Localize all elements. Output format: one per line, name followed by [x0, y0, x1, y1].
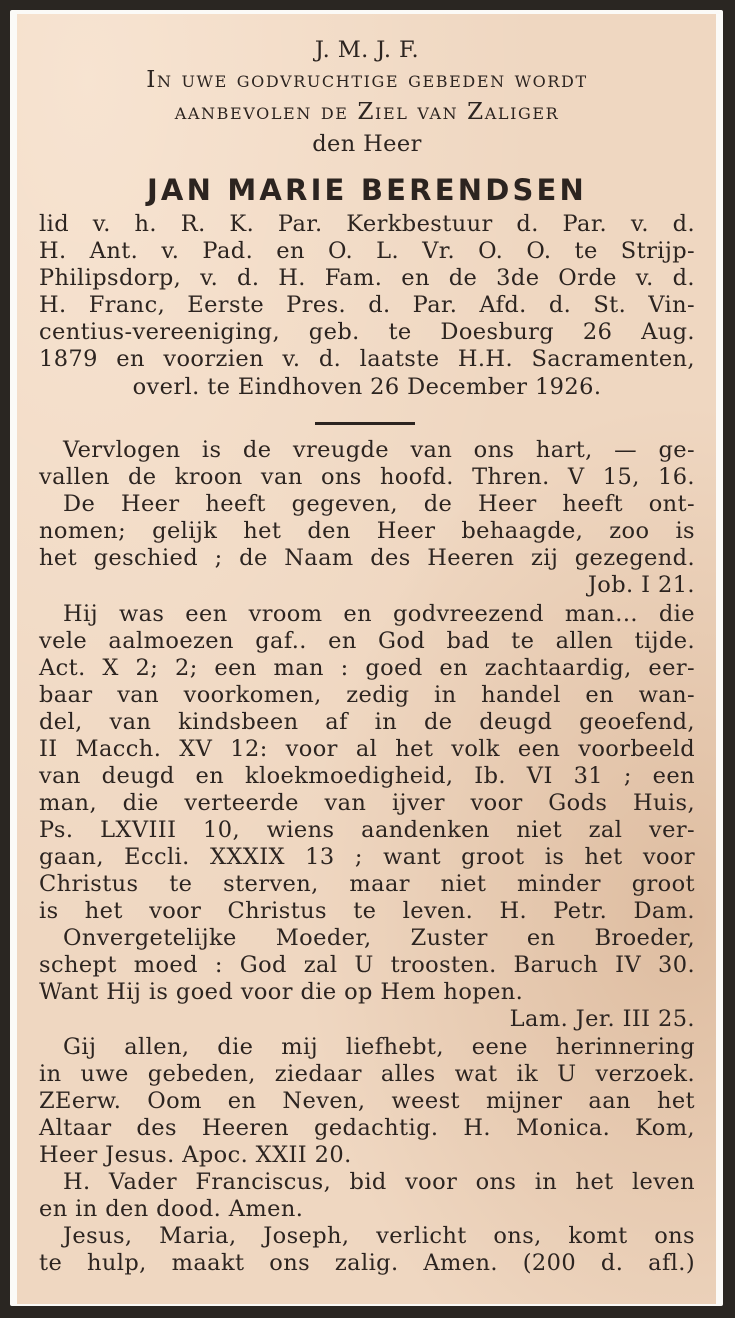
text-line: Gij allen, die mij liefhebt, eene herinnering	[63, 1034, 695, 1060]
bio-line: H. Ant. v. Pad. en O. L. Vr. O. O. te Strijp-	[39, 238, 695, 264]
text-line: Jesus, Maria, Joseph, verlicht ons, komt ons	[63, 1223, 695, 1249]
text-line: vele aalmoezen gaf.. en God bad te allen tijde.	[39, 628, 695, 654]
text-line: Job. I 21.	[587, 572, 695, 598]
text-line: Want Hij is goed voor die op Hem hopen.	[39, 979, 524, 1005]
text-line: H. Vader Franciscus, bid voor ons in het leven	[63, 1169, 695, 1195]
text-line: en in den dood. Amen.	[39, 1196, 304, 1222]
text-line: II Macch. XV 12: voor al het volk een voorbeeld	[39, 736, 695, 762]
text-line: nomen; gelijk het den Heer behaagde, zoo is	[39, 518, 695, 544]
bio-line: 1879 en voorzien v. d. laatste H.H. Sacramenten,	[39, 346, 695, 372]
text-line: is het voor Christus te leven. H. Petr. Dam.	[39, 898, 695, 924]
bio-line: lid v. h. R. K. Par. Kerkbestuur d. Par. v. d.	[39, 211, 695, 237]
text-line: gaan, Eccli. XXXIX 13 ; want groot is het voor	[39, 844, 695, 870]
text-line: Ps. LXVIII 10, wiens aandenken niet zal ver-	[39, 817, 695, 843]
text-line: De Heer heeft gegeven, de Heer heeft ont-	[63, 491, 695, 517]
text-line: Hij was een vroom en godvreezend man... die	[63, 601, 695, 627]
bio-line: H. Franc, Eerste Pres. d. Par. Afd. d. St. Vin-	[39, 292, 695, 318]
bio-line: centius-vereeniging, geb. te Doesburg 26 Aug.	[39, 319, 695, 345]
text-line: ZEerw. Oom en Neven, weest mijner aan het	[39, 1088, 695, 1114]
text-line: man, die verteerde van ijver voor Gods Huis,	[39, 790, 695, 816]
bio-line: overl. te Eindhoven 26 December 1926.	[132, 374, 602, 400]
prayer-card-paper	[17, 14, 716, 1304]
text-line: baar van voorkomen, zedig in handel en wan-	[39, 682, 695, 708]
header-line-3: den Heer	[312, 131, 422, 157]
bio-line: Philipsdorp, v. d. H. Fam. en de 3de Orde v. d.	[39, 265, 695, 291]
text-line: Onvergetelijke Moeder, Zuster en Broeder,	[63, 925, 695, 951]
divider-rule	[315, 422, 415, 425]
header-line-2: aanbevolen de Ziel van Zaliger	[174, 99, 560, 125]
text-line: van deugd en kloekmoedigheid, Ib. VI 31 ; een	[39, 763, 695, 789]
text-line: Act. X 2; 2; een man : goed en zachtaardig, eer-	[39, 655, 695, 681]
text-line: in uwe gebeden, ziedaar alles wat ik U verzoek.	[39, 1061, 695, 1087]
text-line: Lam. Jer. III 25.	[509, 1006, 695, 1032]
deceased-name: JAN MARIE BERENDSEN	[146, 173, 588, 207]
header-line-1: In uwe godvruchtige gebeden wordt	[146, 67, 588, 93]
text-line: Heer Jesus. Apoc. XXII 20.	[39, 1142, 352, 1168]
text-line: vallen de kroon van ons hoofd. Thren. V 15, 16.	[39, 464, 695, 490]
text-line: te hulp, maakt ons zalig. Amen. (200 d. afl.)	[39, 1250, 695, 1276]
text-line: Christus te sterven, maar niet minder groot	[39, 871, 695, 897]
text-line: het geschied ; de Naam des Heeren zij gezegend.	[39, 545, 695, 571]
text-line: del, van kindsbeen af in de deugd geoefend,	[39, 709, 695, 735]
text-line: schept moed : God zal U troosten. Baruch IV 30.	[39, 952, 695, 978]
initials: J. M. J. F.	[314, 37, 420, 63]
text-line: Altaar des Heeren gedachtig. H. Monica. Kom,	[39, 1115, 695, 1141]
text-line: Vervlogen is de vreugde van ons hart, — ge-	[63, 437, 695, 463]
